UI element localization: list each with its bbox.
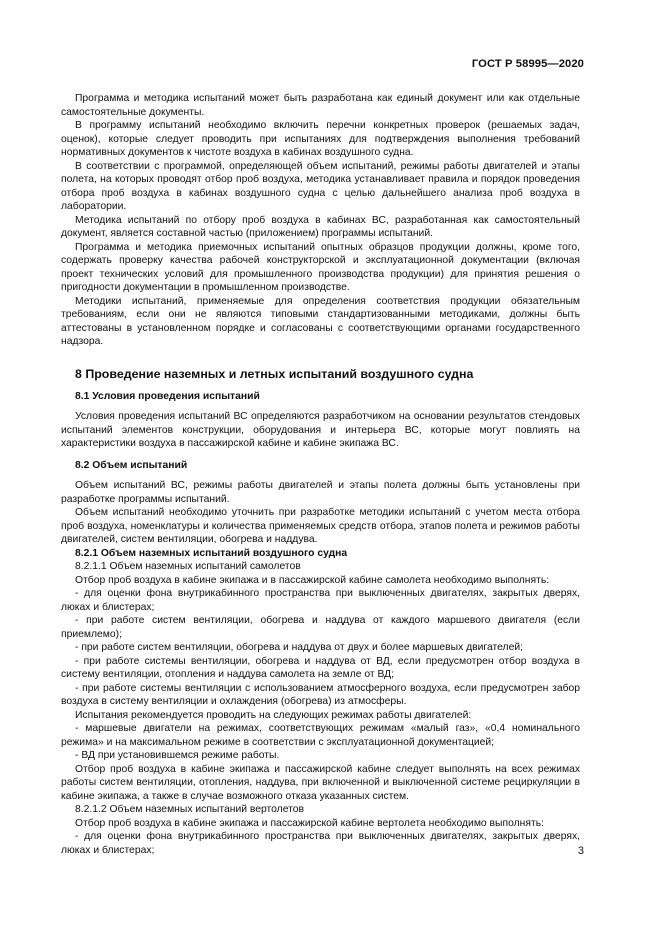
- clause-subheading: 8.2.1.2 Объем наземных испытаний вертолетов: [75, 804, 304, 815]
- paragraph: В соответствии с программой, определяющей объем испытаний, режимы работы двигателей и этапы полета, на которых проводят отбор проб воздуха, методика устанавливает правила и порядок проведения отбора проб воздуха в кабинах воздушного судна с целью дальнейшего анализа проб воздуха в лаборатории.: [61, 160, 580, 212]
- page-content: [61, 92, 580, 857]
- paragraph: Объем испытаний ВС, режимы работы двигателей и этапы полета должны быть установлены при разработке программы испытаний.: [61, 480, 580, 505]
- paragraph: Программа и методика испытаний может быть разработана как единый документ или как отдельные самостоятельные документы.: [61, 93, 580, 118]
- page-number: 3: [577, 845, 584, 857]
- section-heading: 8 Проведение наземных и летных испытаний воздушного судна: [75, 366, 474, 381]
- paragraph: В программу испытаний необходимо включить перечни конкретных проверок (решаемых задач, оценок), которые следует проводить при испытаниях для подтверждения выполнения требований нормативных документов к чистоте воздуха в кабинах воздушного судна.: [61, 120, 580, 158]
- clause-heading: 8.2.1 Объем наземных испытаний воздушного судна: [75, 547, 348, 559]
- paragraph: Методика испытаний по отбору проб воздуха в кабинах ВС, разработанная как самостоятельный документ, является составной частью (приложением) программы испытаний.: [61, 214, 580, 239]
- paragraph: Условия проведения испытаний ВС определяются разработчиком на основании результатов стендовых испытаний элементов конструкции, оборудования и интерьера ВС, которые могут повлиять на характеристики воздуха в пассажирской кабине и кабине экипажа ВС.: [61, 411, 580, 449]
- standard-designation: ГОСТ Р 58995—2020: [471, 58, 584, 70]
- list-item: - при работе системы вентиляции, обогрева и наддува от ВД, если предусмотрен отбор воздуха в систему вентиляции, отопления и наддува самолета на земле от ВД;: [61, 655, 580, 680]
- paragraph: Программа и методика приемочных испытаний опытных образцов продукции должны, кроме того, содержать проверку качества рабочей конструкторской и эксплуатационной документации (включая проект технических условий для промышленного производства продукции) для принятия решения о пригодности документации в промышленном производстве.: [61, 241, 580, 293]
- list-item: - маршевые двигатели на режимах, соответствующих режимам «малый газ», «0,4 номинального режима» и на максимальном режиме в соответствии с эксплуатационной документацией;: [61, 723, 580, 748]
- list-item: - для оценки фона внутрикабинного пространства при выключенных двигателях, закрытых дверях, люках и блистерах;: [61, 588, 580, 613]
- paragraph: Отбор проб воздуха в кабине экипажа и пассажирской кабине вертолета необходимо выполнять:: [75, 817, 544, 829]
- clause-subheading: 8.2.1.1 Объем наземных испытаний самолетов: [75, 561, 301, 572]
- subsection-heading: 8.1 Условия проведения испытаний: [75, 390, 260, 402]
- subsection-heading: 8.2 Объем испытаний: [75, 459, 188, 471]
- list-item: - при работе систем вентиляции, обогрева и наддува от двух и более маршевых двигателей;: [75, 642, 523, 653]
- list-item: - при работе систем вентиляции, обогрева и наддува от каждого маршевого двигателя (если приемлемо);: [61, 615, 580, 640]
- paragraph: Методики испытаний, применяемые для определения соответствия продукции обязательным требованиям, если они не являются типовыми стандартизованными методиками, должны быть аттестованы в установленном порядке и согласованы с соответствующими органами государственного надзора.: [61, 295, 580, 347]
- list-item: - при работе системы вентиляции с использованием атмосферного воздуха, если предусмотрен забор воздуха в систему вентиляции и охлаждения (обогрева) из атмосферы.: [61, 682, 580, 707]
- paragraph: Объем испытаний необходимо уточнить при разработке методики испытаний с учетом места отбора проб воздуха, номенклатуры и количества применяемых средств отбора, этапов полета и режимов работы двигателей, систем вентиляции, обогрева и наддува.: [61, 507, 580, 545]
- paragraph: Испытания рекомендуется проводить на следующих режимах работы двигателей:: [75, 709, 472, 721]
- paragraph: Отбор проб воздуха в кабине экипажа и пассажирской кабине следует выполнять на всех режимах работы систем вентиляции, отопления, наддува, при включенной и выключенной системе рециркуляции в кабине экипажа, а также в случае возможного отказа указанных систем.: [61, 763, 580, 802]
- paragraph: Отбор проб воздуха в кабине экипажа и в пассажирской кабине самолета необходимо выполнять:: [75, 574, 550, 586]
- list-item: - для оценки фона внутрикабинного пространства при выключенных двигателях, закрытых дверях, люках и блистерах;: [61, 831, 580, 856]
- list-item: - ВД при установившемся режиме работы.: [75, 750, 280, 761]
